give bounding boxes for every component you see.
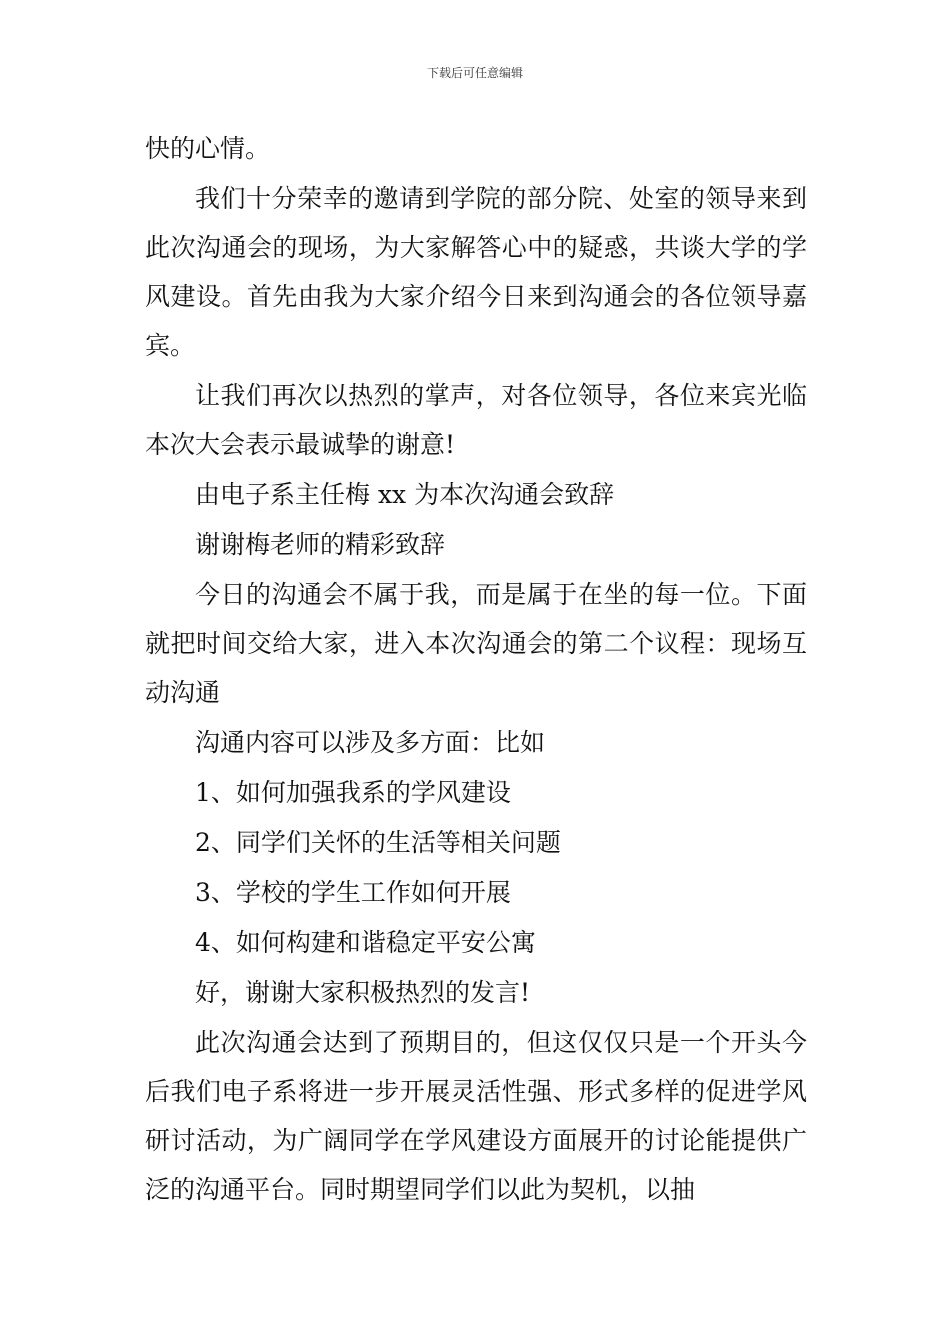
paragraph-applause: 让我们再次以热烈的掌声，对各位领导，各位来宾光临本次大会表示最诚挚的谢意!	[145, 381, 807, 459]
paragraph-speech-intro: 由电子系主任梅 xx 为本次沟通会致辞	[195, 480, 615, 509]
list-item-topic-2: 2、同学们关怀的生活等相关问题	[195, 828, 561, 857]
page-header: 下载后可任意编辑	[426, 66, 523, 80]
list-item-topic-3: 3、学校的学生工作如何开展	[195, 878, 511, 907]
paragraph-agenda-two: 今日的沟通会不属于我，而是属于在坐的每一位。下面就把时间交给大家，进入本次沟通会的第二个议程：现场互动沟通	[145, 580, 807, 707]
list-item-topic-1: 1、如何加强我系的学风建设	[195, 778, 511, 807]
document-body	[145, 124, 807, 1214]
paragraph-conclusion: 此次沟通会达到了预期目的，但这仅仅只是一个开头今后我们电子系将进一步开展灵活性强、形式多样的促进学风研讨活动，为广阔同学在学风建设方面展开的讨论能提供广泛的沟通平台。同时期望同学们以此为契机，以抽	[145, 1028, 807, 1204]
list-item-topic-4: 4、如何构建和谐稳定平安公寓	[195, 928, 536, 957]
paragraph-thanks-speech: 谢谢梅老师的精彩致辞	[195, 530, 446, 559]
paragraph-continuation: 快的心情。	[145, 134, 271, 163]
paragraph-invited-leaders: 我们十分荣幸的邀请到学院的部分院、处室的领导来到此次沟通会的现场，为大家解答心中的疑惑，共谈大学的学风建设。首先由我为大家介绍今日来到沟通会的各位领导嘉宾。	[145, 184, 807, 360]
paragraph-thanks-speakers: 好，谢谢大家积极热烈的发言!	[195, 978, 531, 1007]
paragraph-topics-intro: 沟通内容可以涉及多方面：比如	[195, 728, 546, 757]
